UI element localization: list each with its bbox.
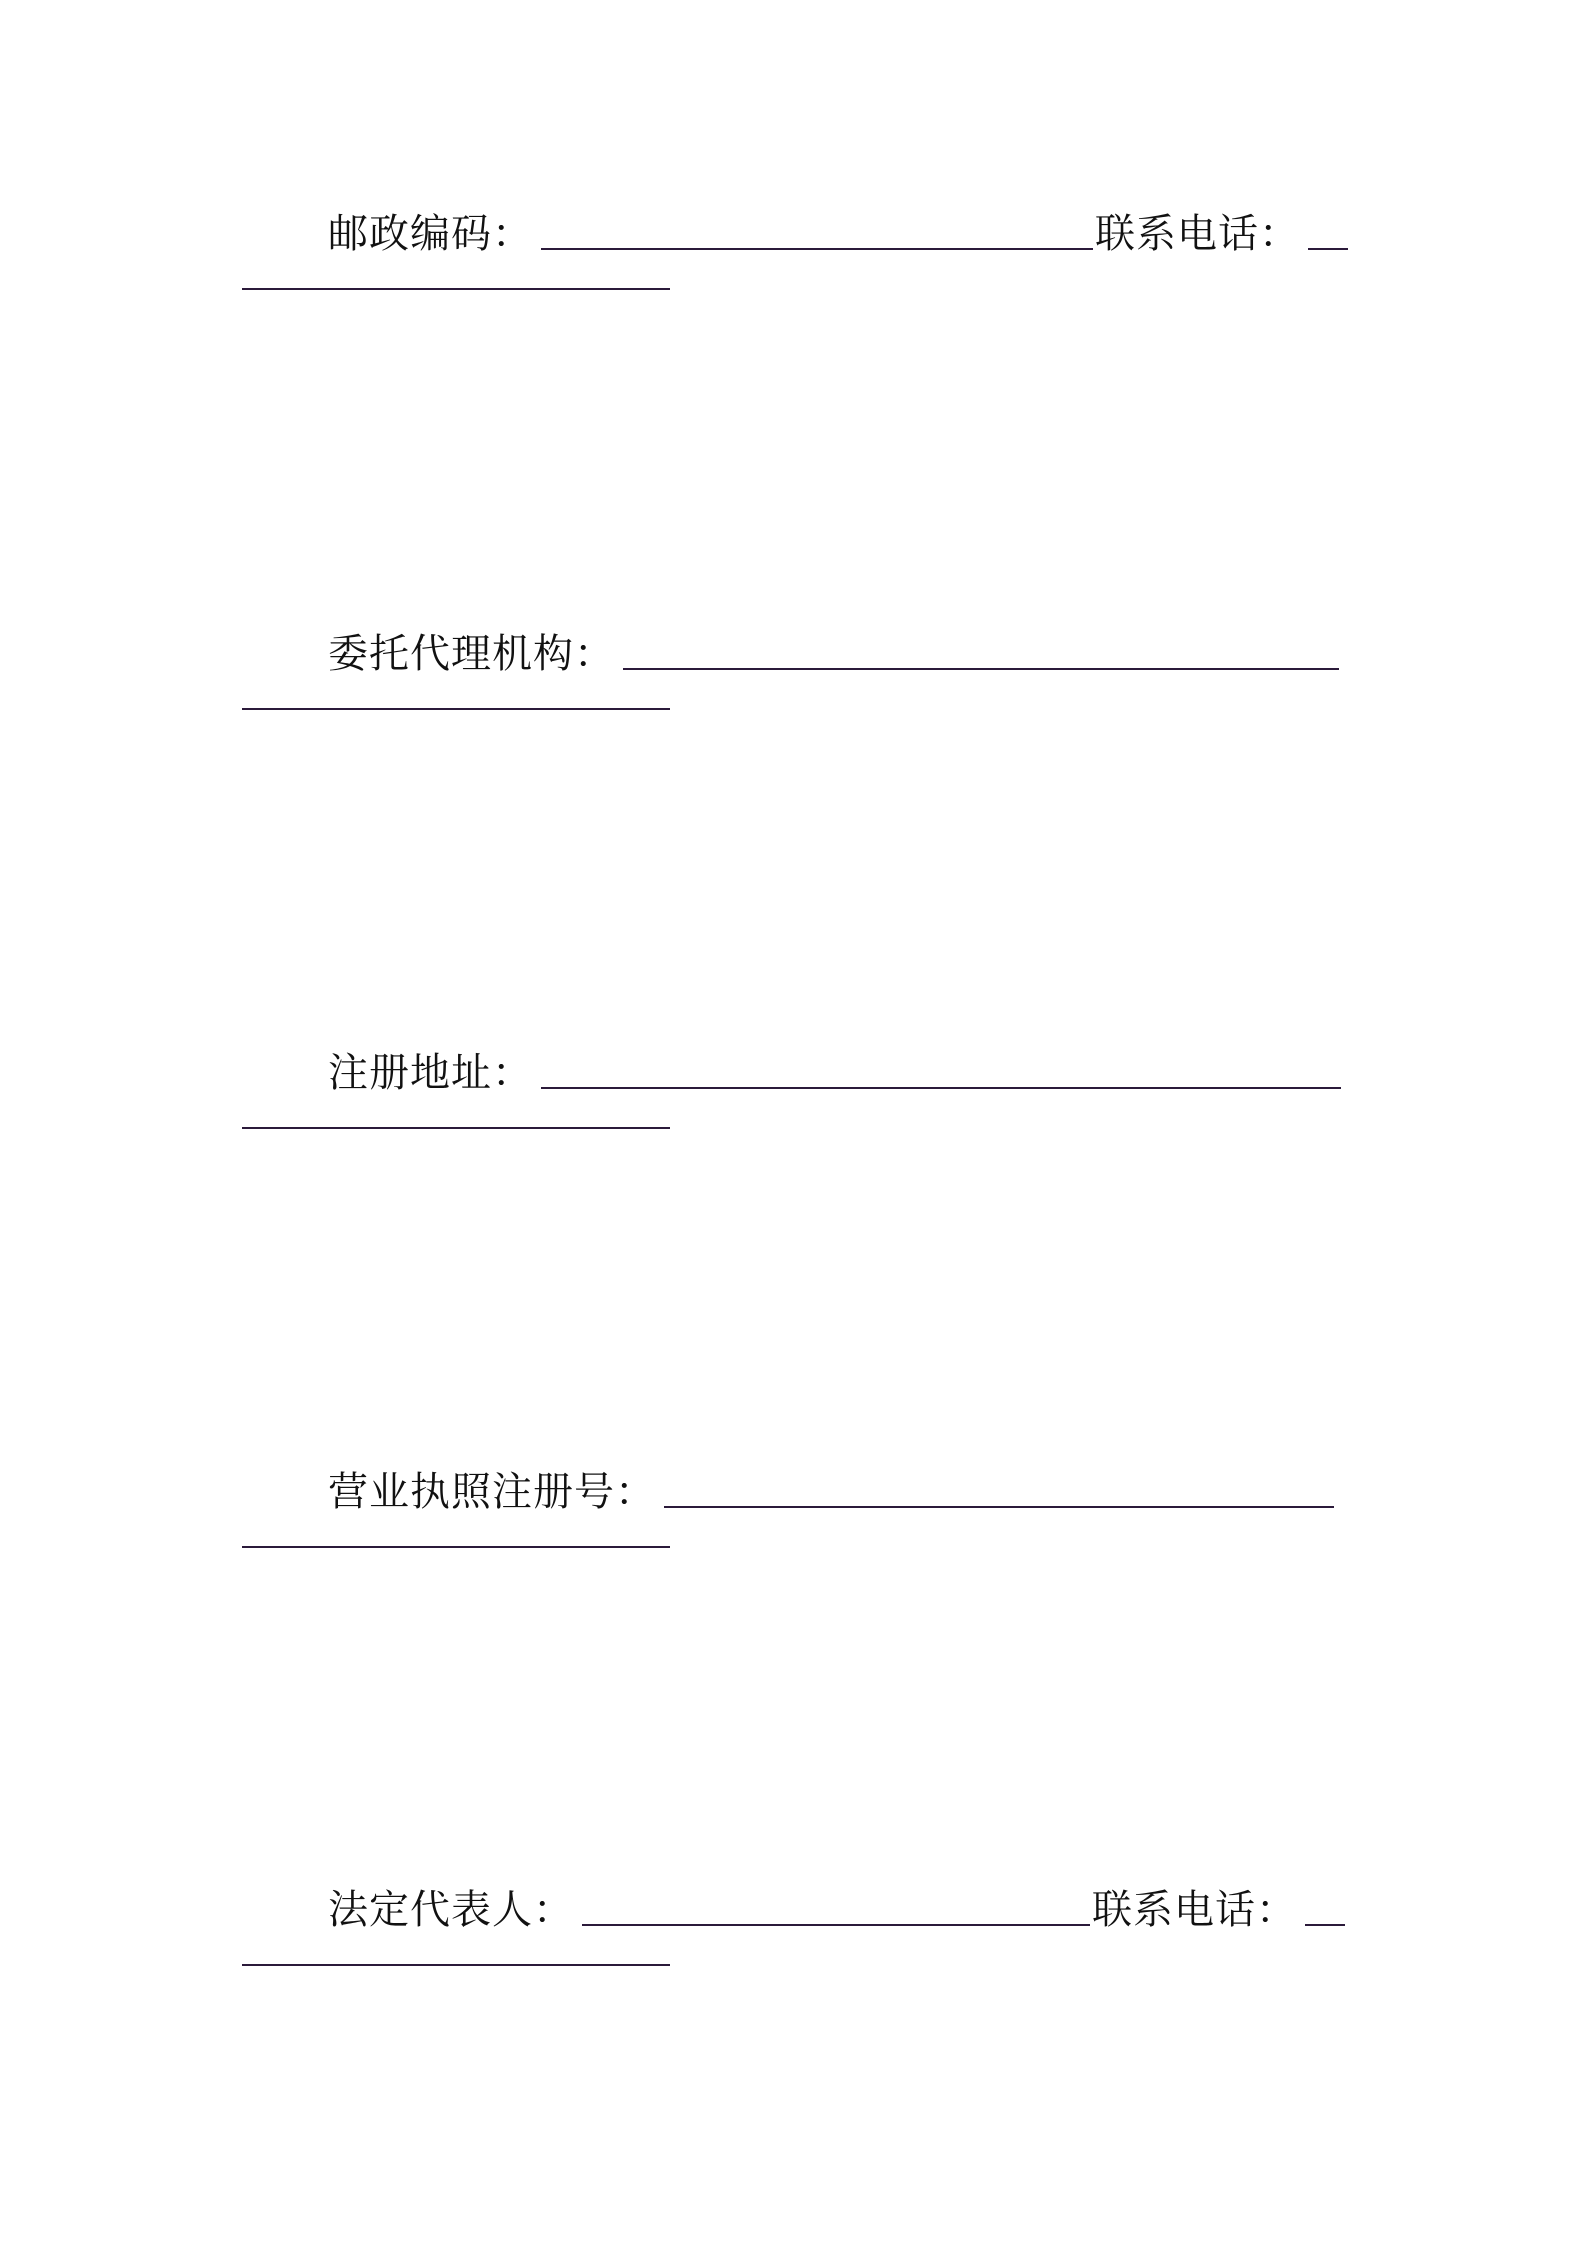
postal-code-row — [328, 198, 1348, 258]
agency-label: 委托代理机构： — [328, 631, 615, 677]
legal-representative-blank[interactable] — [582, 1924, 1090, 1926]
legal-contact-phone-blank[interactable] — [1305, 1924, 1345, 1926]
business-license-field — [0, 1456, 1586, 1596]
registered-address-blank[interactable] — [541, 1087, 1341, 1089]
registered-address-continuation-blank[interactable] — [242, 1127, 670, 1129]
legal-representative-row — [328, 1874, 1345, 1934]
postal-code-continuation-blank[interactable] — [242, 288, 670, 290]
postal-code-label: 邮政编码： — [328, 211, 533, 257]
registered-address-label: 注册地址： — [328, 1050, 533, 1096]
postal-code-blank[interactable] — [541, 248, 1093, 250]
contact-phone-label: 联系电话： — [1095, 211, 1300, 257]
agency-row — [328, 618, 1339, 678]
legal-representative-label: 法定代表人： — [328, 1887, 574, 1933]
legal-representative-continuation-blank[interactable] — [242, 1964, 670, 1966]
agency-blank[interactable] — [623, 668, 1339, 670]
postal-code-field — [0, 198, 1586, 338]
agency-continuation-blank[interactable] — [242, 708, 670, 710]
business-license-label: 营业执照注册号： — [328, 1469, 656, 1515]
business-license-continuation-blank[interactable] — [242, 1546, 670, 1548]
business-license-row — [328, 1456, 1334, 1516]
legal-contact-phone-label: 联系电话： — [1092, 1887, 1297, 1933]
legal-representative-field — [0, 1874, 1586, 2014]
contact-phone-blank[interactable] — [1308, 248, 1348, 250]
agency-field — [0, 618, 1586, 758]
business-license-blank[interactable] — [664, 1506, 1334, 1508]
registered-address-field — [0, 1037, 1586, 1177]
registered-address-row — [328, 1037, 1341, 1097]
